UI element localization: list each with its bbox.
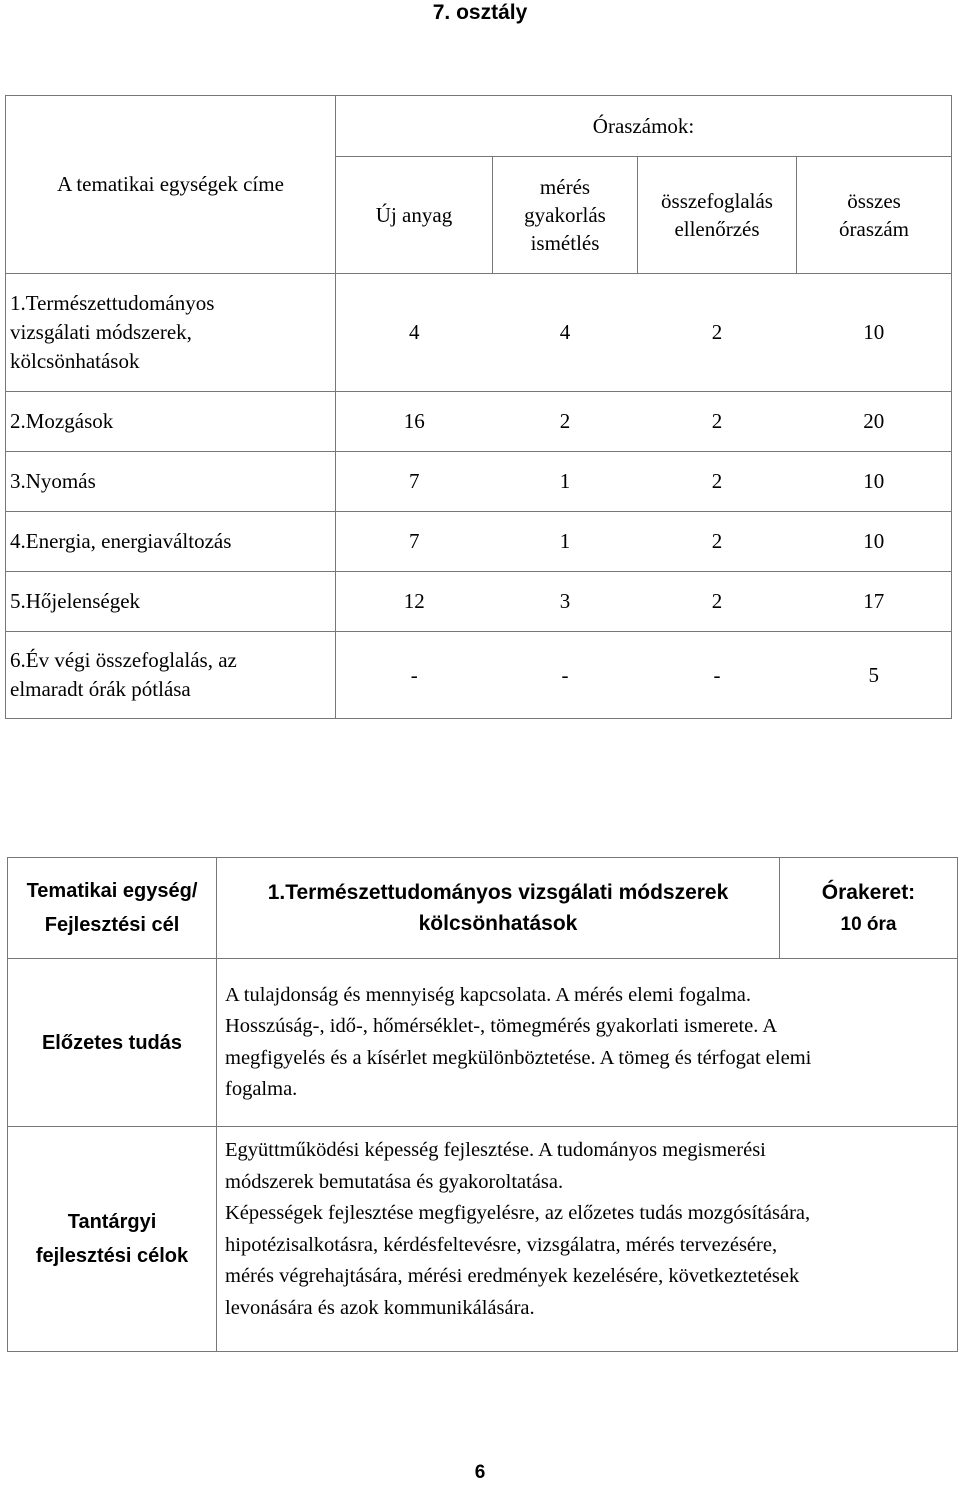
- text-line: megfigyelés és a kísérlet megkülönböztetése. A tömeg és térfogat elemi: [225, 1046, 812, 1069]
- goals-label-line: fejlesztési célok: [35, 1245, 189, 1267]
- cell-new: 12: [336, 572, 493, 632]
- text-line: Együttműködési képesség fejlesztése. A tudományos megismerési: [225, 1139, 766, 1161]
- cell-summary: -: [638, 632, 797, 719]
- document-title: 7. osztály: [432, 1, 528, 24]
- table-row: [6, 392, 952, 452]
- column-header-line: összes: [847, 189, 901, 213]
- cell-summary: 2: [638, 512, 797, 572]
- page-number: 6: [474, 1462, 486, 1483]
- table-row: [6, 572, 952, 632]
- column-header-line: mérés: [539, 175, 591, 199]
- column-header-practice: [493, 157, 638, 274]
- column-header-new-material: [336, 157, 493, 274]
- development-goals-label: [8, 1127, 217, 1352]
- row-title-line: elmaradt órák pótlása: [10, 677, 191, 701]
- cell-total: 10: [797, 512, 952, 572]
- cell-practice: 1: [493, 512, 638, 572]
- cell-practice: -: [493, 632, 638, 719]
- column-header-total: [797, 157, 952, 274]
- cell-new: 7: [336, 512, 493, 572]
- text-line: levonására és azok kommunikálására.: [225, 1296, 535, 1319]
- unit-label-line: Fejlesztési cél: [44, 914, 180, 936]
- time-frame-label: Órakeret:: [821, 880, 916, 904]
- column-header-line: ellenőrzés: [674, 217, 760, 241]
- unit-title-line: 1.Természettudományos vizsgálati módszerek: [267, 881, 729, 904]
- hours-group-colon: :: [688, 113, 695, 138]
- hours-table: [5, 95, 952, 719]
- text-line: mérés végrehajtására, mérési eredmények kezelésére, következtetések: [225, 1265, 800, 1287]
- cell-summary: 2: [638, 452, 797, 512]
- row-title: 5.Hőjelenségek: [6, 572, 336, 632]
- text-line: Hosszúság-, idő-, hőmérséklet-, tömegmérés gyakorlati ismerete. A: [225, 1015, 778, 1037]
- text-line: fogalma.: [225, 1078, 298, 1100]
- row-title: [6, 274, 336, 392]
- unit-label: [8, 858, 217, 959]
- column-header-line: gyakorlás: [524, 203, 606, 227]
- cell-practice: 2: [493, 392, 638, 452]
- hours-group-label: Óraszámok: [592, 113, 689, 138]
- cell-new: 7: [336, 452, 493, 512]
- cell-total: 17: [797, 572, 952, 632]
- hours-group-header: [336, 96, 952, 157]
- time-frame-value: 10 óra: [840, 913, 897, 935]
- table-row: [6, 512, 952, 572]
- column-header-line: összefoglalás: [661, 189, 773, 213]
- development-goals-text: [217, 1127, 958, 1352]
- cell-total: 10: [797, 274, 952, 392]
- unit-title: [217, 858, 780, 959]
- unit-table: [7, 857, 958, 1352]
- goals-label-line: Tantárgyi: [67, 1211, 157, 1233]
- prior-knowledge-label: Előzetes tudás: [8, 959, 217, 1127]
- cell-summary: 2: [638, 572, 797, 632]
- unit-label-line: Tematikai egység/: [26, 880, 198, 902]
- text-line: hipotézisalkotásra, kérdésfeltevésre, vizsgálatra, mérés tervezésére,: [225, 1233, 778, 1256]
- column-header-line: Új anyag: [375, 203, 453, 227]
- prior-knowledge-text: [217, 959, 958, 1127]
- cell-new: -: [336, 632, 493, 719]
- cell-new: 4: [336, 274, 493, 392]
- cell-practice: 4: [493, 274, 638, 392]
- cell-summary: 2: [638, 392, 797, 452]
- row-title: 3.Nyomás: [6, 452, 336, 512]
- row-title-line: 6.Év végi összefoglalás, az: [10, 648, 237, 672]
- cell-new: 16: [336, 392, 493, 452]
- cell-total: 20: [797, 392, 952, 452]
- column-header-summary: [638, 157, 797, 274]
- text-line: A tulajdonság és mennyiség kapcsolata. A mérés elemi fogalma.: [225, 983, 752, 1006]
- time-frame: [780, 858, 958, 959]
- cell-total: 10: [797, 452, 952, 512]
- row-title: [6, 632, 336, 719]
- row-title: 2.Mozgások: [6, 392, 336, 452]
- cell-total: 5: [797, 632, 952, 719]
- column-header-line: óraszám: [839, 217, 909, 241]
- cell-practice: 1: [493, 452, 638, 512]
- row-title-line: kölcsönhatások: [10, 349, 140, 373]
- cell-summary: 2: [638, 274, 797, 392]
- row-title-line: vizsgálati módszerek,: [10, 320, 192, 344]
- text-line: Képességek fejlesztése megfigyelésre, az előzetes tudás mozgósítására,: [225, 1202, 811, 1224]
- title-column-header: A tematikai egységek címe: [6, 96, 336, 274]
- unit-title-line: kölcsönhatások: [418, 912, 578, 935]
- table-row: [6, 452, 952, 512]
- cell-practice: 3: [493, 572, 638, 632]
- table-row: [6, 632, 952, 719]
- text-line: módszerek bemutatása és gyakoroltatása.: [225, 1170, 564, 1193]
- column-header-line: ismétlés: [530, 231, 600, 255]
- table-row: [6, 274, 952, 392]
- row-title-line: 1.Természettudományos: [10, 291, 215, 315]
- row-title: 4.Energia, energiaváltozás: [6, 512, 336, 572]
